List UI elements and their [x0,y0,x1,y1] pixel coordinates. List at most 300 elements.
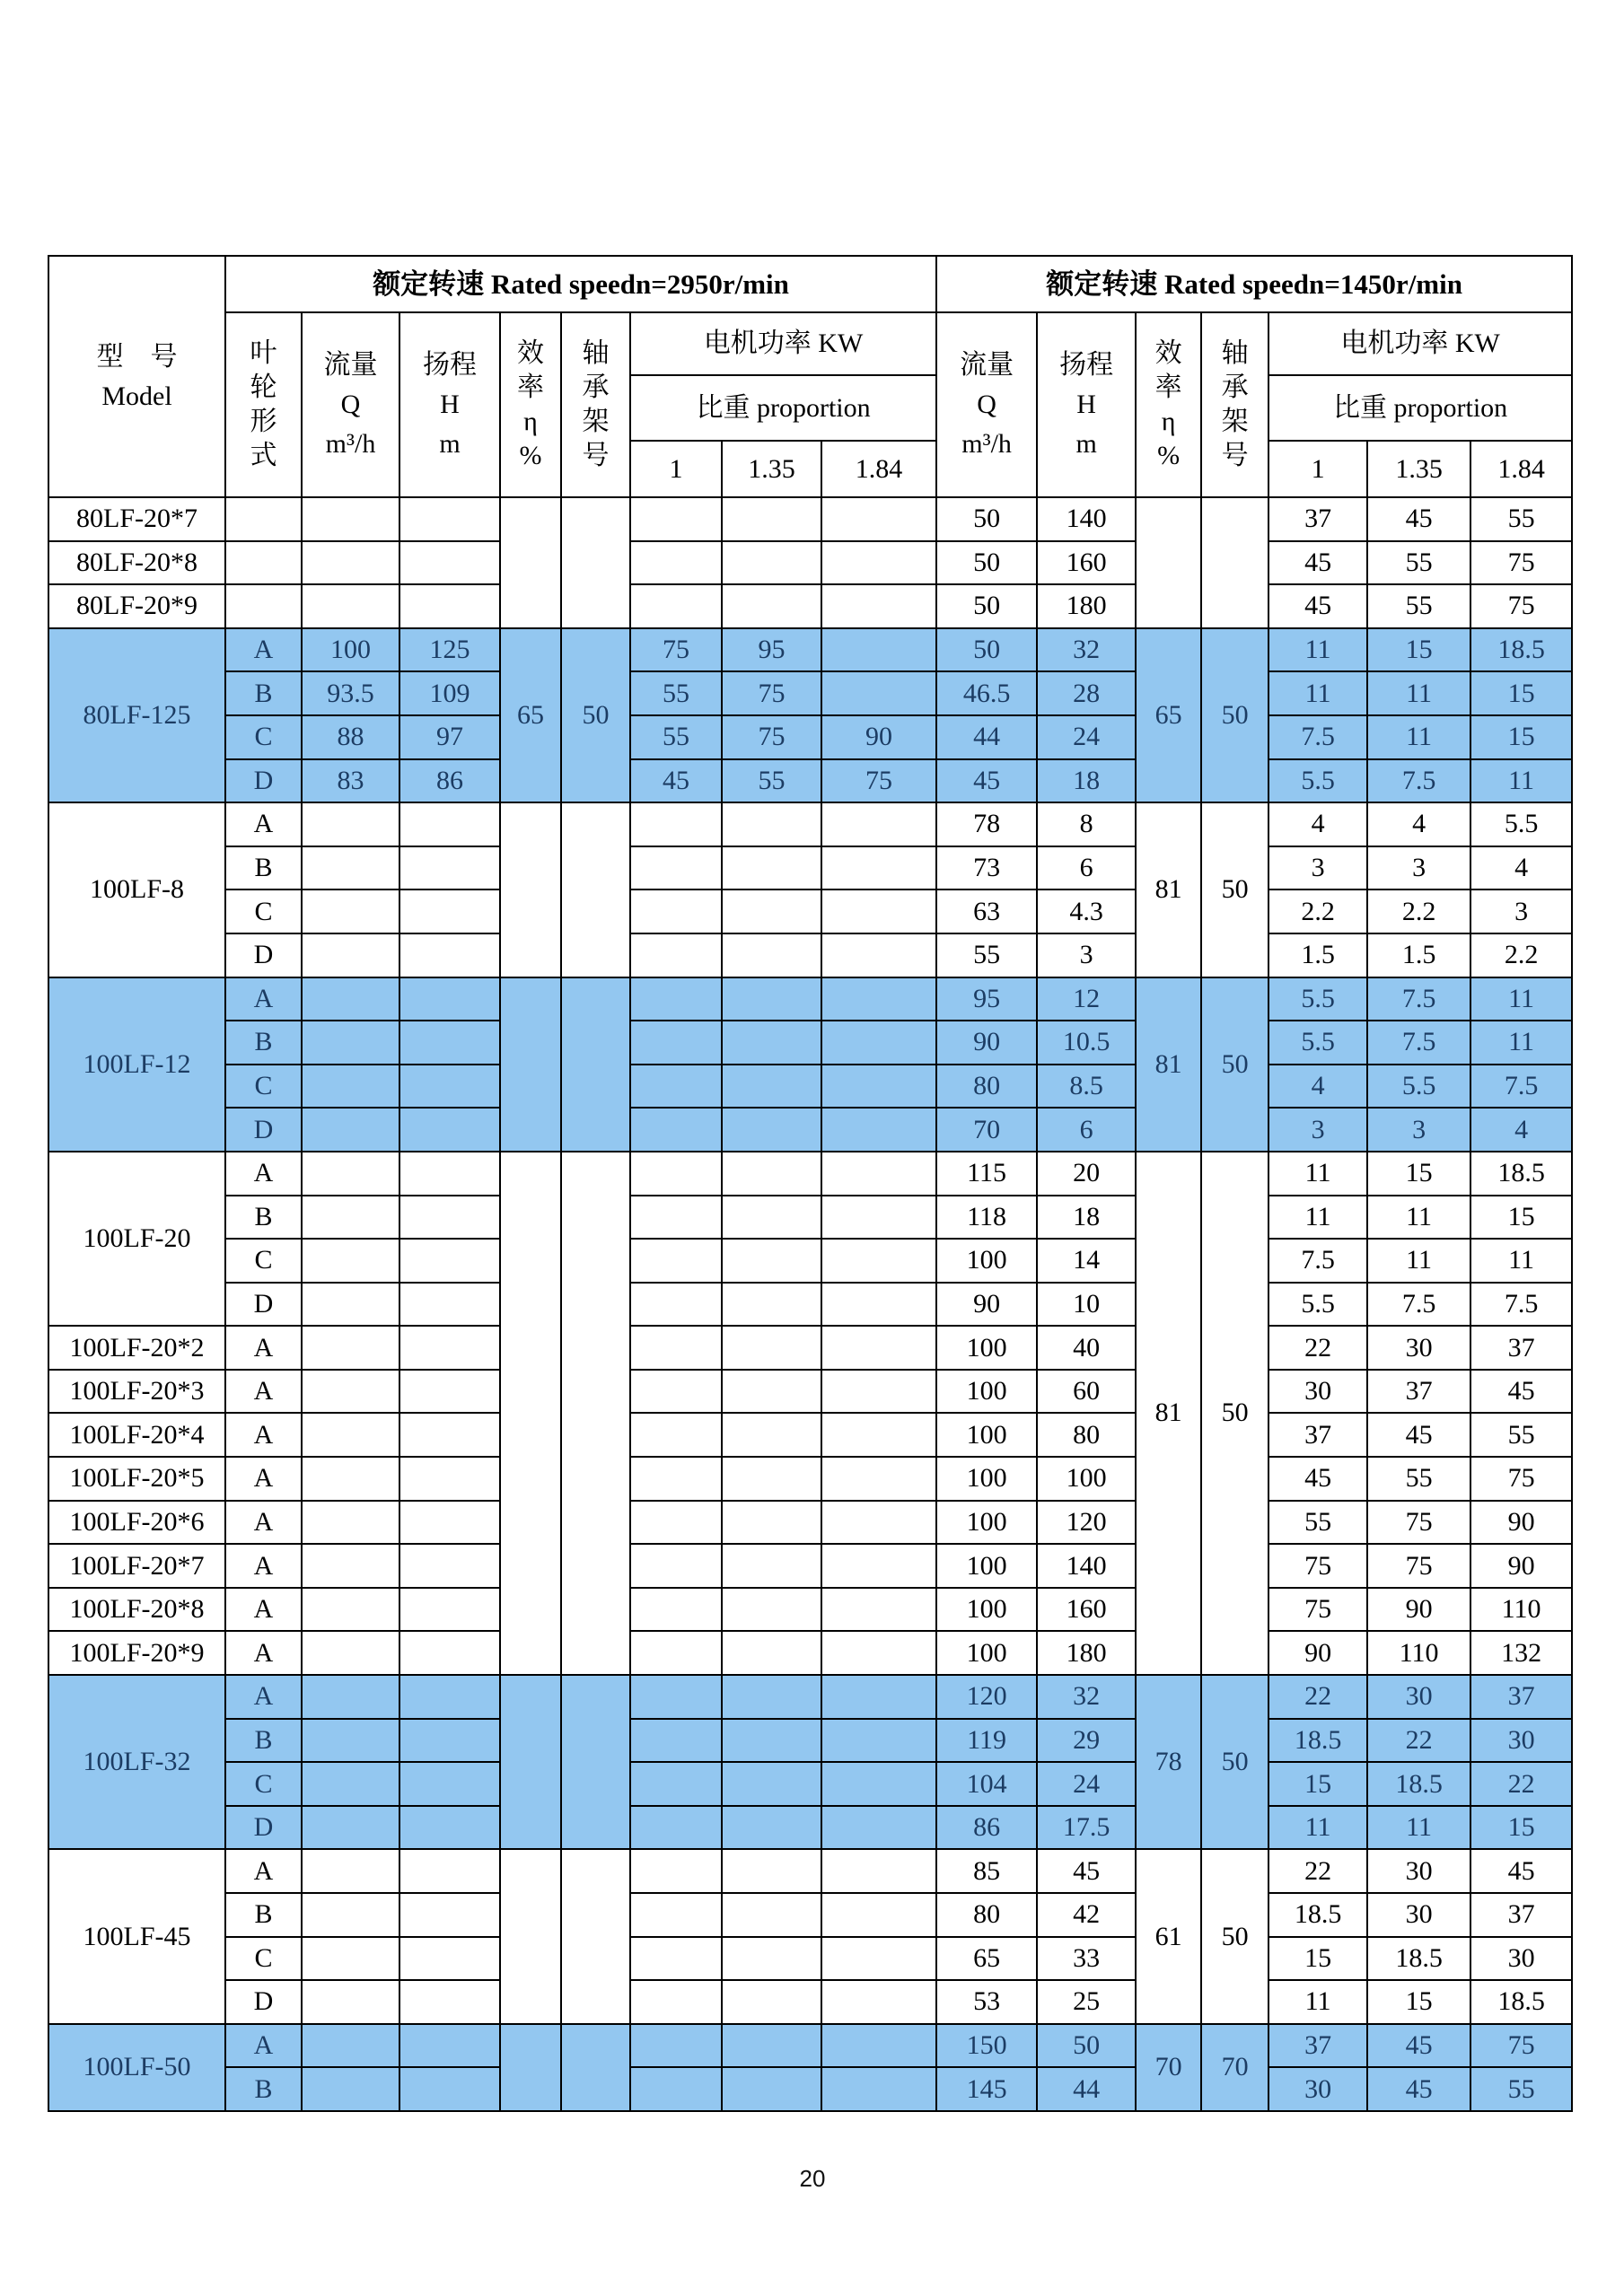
table-row [48,1544,1572,1588]
cell-power1-2950 [630,1108,722,1152]
cell-power184-2950 [821,889,936,933]
table-row [48,1239,1572,1283]
head-header-unit: m [439,429,461,459]
col-header-head-1450 [1037,312,1136,497]
cell-flow-1450: 100 [936,1370,1037,1414]
cell-flow-2950 [302,541,399,585]
cell-power135-1450: 1.5 [1367,933,1470,977]
cell-flow-1450: 53 [936,1980,1037,2024]
cell-power135-2950 [722,1370,821,1414]
cell-head-1450: 10 [1037,1283,1136,1327]
cell-power184-2950 [821,802,936,846]
cell-impeller: C [225,1239,302,1283]
cell-impeller: B [225,1196,302,1240]
cell-power1-1450: 37 [1268,2024,1367,2068]
cell-flow-2950: 83 [302,759,399,803]
cell-power184-2950 [821,1806,936,1850]
cell-power184-2950 [821,1544,936,1588]
cell-impeller: D [225,933,302,977]
cell-impeller: C [225,1065,302,1109]
cell-power184-1450: 18.5 [1470,1980,1572,2024]
cell-power135-1450: 11 [1367,1806,1470,1850]
cell-power135-1450: 2.2 [1367,889,1470,933]
cell-flow-2950 [302,1021,399,1065]
cell-power184-2950 [821,933,936,977]
cell-bearing-1450: 50 [1201,1152,1268,1675]
cell-power184-1450: 7.5 [1470,1283,1572,1327]
cell-flow-1450: 46.5 [936,671,1037,715]
cell-power135-1450: 11 [1367,1196,1470,1240]
table-row [48,1980,1572,2024]
cell-head-2950 [399,1457,500,1501]
cell-flow-1450: 115 [936,1152,1037,1196]
cell-head-2950 [399,1065,500,1109]
cell-head-2950 [399,1152,500,1196]
cell-flow-1450: 145 [936,2067,1037,2111]
cell-impeller: A [225,1588,302,1632]
cell-head-1450: 28 [1037,671,1136,715]
cell-bearing-2950 [561,1152,630,1675]
cell-impeller: C [225,1937,302,1981]
cell-power135-1450: 18.5 [1367,1937,1470,1981]
cell-power184-1450: 30 [1470,1719,1572,1763]
cell-power1-2950 [630,2024,722,2068]
cell-power135-1450: 3 [1367,1108,1470,1152]
cell-power1-2950 [630,1239,722,1283]
cell-bearing-1450: 50 [1201,1849,1268,2023]
cell-eff-1450: 65 [1136,628,1201,802]
cell-flow-2950 [302,977,399,1021]
cell-flow-1450: 86 [936,1806,1037,1850]
cell-power184-2950 [821,1893,936,1937]
cell-flow-2950 [302,497,399,541]
cell-power184-2950 [821,1762,936,1806]
model-header-cn: 型 号 [96,341,178,372]
cell-head-2950 [399,1326,500,1370]
cell-flow-1450: 45 [936,759,1037,803]
ratio-135-2950: 1.35 [722,441,821,497]
cell-head-2950: 125 [399,628,500,672]
cell-power1-2950: 75 [630,628,722,672]
cell-flow-1450: 90 [936,1021,1037,1065]
cell-head-1450: 6 [1037,846,1136,890]
table-row [48,1413,1572,1457]
cell-power135-1450: 90 [1367,1588,1470,1632]
cell-power184-1450: 45 [1470,1849,1572,1893]
cell-head-1450: 45 [1037,1849,1136,1893]
cell-head-2950 [399,802,500,846]
cell-head-2950 [399,1501,500,1545]
cell-impeller: A [225,1326,302,1370]
cell-head-2950 [399,977,500,1021]
cell-power135-2950 [722,1980,821,2024]
cell-bearing-2950 [561,2024,630,2111]
cell-flow-2950 [302,1544,399,1588]
cell-power1-1450: 3 [1268,846,1367,890]
cell-power1-2950: 55 [630,671,722,715]
cell-head-1450: 14 [1037,1239,1136,1283]
cell-eff-1450: 78 [1136,1675,1201,1849]
table-row [48,1370,1572,1414]
cell-power135-1450: 45 [1367,2067,1470,2111]
cell-power1-2950 [630,1152,722,1196]
cell-power1-2950 [630,1413,722,1457]
cell-flow-1450: 65 [936,1937,1037,1981]
cell-flow-2950 [302,1413,399,1457]
cell-head-2950 [399,584,500,628]
cell-power1-2950 [630,1762,722,1806]
cell-head-1450: 40 [1037,1326,1136,1370]
cell-power184-1450: 7.5 [1470,1065,1572,1109]
cell-bearing-2950: 50 [561,628,630,802]
cell-power1-1450: 75 [1268,1544,1367,1588]
cell-power1-2950 [630,1021,722,1065]
cell-power1-2950 [630,584,722,628]
cell-power184-1450: 11 [1470,1021,1572,1065]
cell-model: 100LF-20*9 [48,1631,225,1675]
cell-power184-1450: 15 [1470,715,1572,759]
table-row [48,1065,1572,1109]
cell-flow-1450: 44 [936,715,1037,759]
cell-flow-2950 [302,1675,399,1719]
cell-flow-2950 [302,1326,399,1370]
cell-power135-1450: 22 [1367,1719,1470,1763]
cell-impeller: D [225,759,302,803]
cell-flow-1450: 70 [936,1108,1037,1152]
cell-power135-2950 [722,1021,821,1065]
cell-power1-2950 [630,2067,722,2111]
cell-power1-1450: 4 [1268,802,1367,846]
cell-power1-1450: 11 [1268,1196,1367,1240]
cell-flow-2950 [302,1762,399,1806]
cell-head-2950 [399,1631,500,1675]
cell-power135-2950 [722,541,821,585]
cell-model: 80LF-125 [48,628,225,802]
cell-power184-2950 [821,1719,936,1763]
cell-power1-2950 [630,1806,722,1850]
cell-power135-2950 [722,889,821,933]
cell-head-1450: 180 [1037,1631,1136,1675]
cell-head-1450: 24 [1037,1762,1136,1806]
cell-head-1450: 17.5 [1037,1806,1136,1850]
bearing-header-char: 轴 [582,338,610,368]
cell-power135-1450: 11 [1367,1239,1470,1283]
cell-power184-1450: 5.5 [1470,802,1572,846]
cell-head-2950 [399,1762,500,1806]
cell-power135-1450: 110 [1367,1631,1470,1675]
cell-head-1450: 60 [1037,1370,1136,1414]
cell-model: 100LF-45 [48,1849,225,2023]
cell-power135-2950 [722,1806,821,1850]
cell-power1-2950 [630,1370,722,1414]
cell-power135-2950 [722,1326,821,1370]
table-row [48,497,1572,541]
cell-power1-2950 [630,1588,722,1632]
cell-head-2950 [399,1980,500,2024]
cell-power135-2950 [722,1196,821,1240]
cell-power135-2950 [722,802,821,846]
cell-model: 100LF-32 [48,1675,225,1849]
cell-power1-2950: 55 [630,715,722,759]
cell-head-2950 [399,1675,500,1719]
cell-power135-2950 [722,1631,821,1675]
cell-impeller: A [225,1675,302,1719]
cell-power184-1450: 75 [1470,2024,1572,2068]
cell-model: 80LF-20*9 [48,584,225,628]
cell-head-2950 [399,2024,500,2068]
cell-head-2950 [399,1239,500,1283]
cell-power135-2950 [722,1544,821,1588]
cell-power184-2950 [821,846,936,890]
cell-eff-1450 [1136,497,1201,628]
cell-flow-1450: 104 [936,1762,1037,1806]
cell-power1-1450: 30 [1268,2067,1367,2111]
cell-power184-2950 [821,1937,936,1981]
cell-head-2950: 86 [399,759,500,803]
table-row [48,2067,1572,2111]
cell-flow-2950 [302,1937,399,1981]
table-row [48,1196,1572,1240]
table-row [48,628,1572,672]
cell-power135-1450: 30 [1367,1849,1470,1893]
cell-head-2950 [399,933,500,977]
cell-power1-1450: 45 [1268,584,1367,628]
cell-power1-2950 [630,1544,722,1588]
cell-power1-1450: 30 [1268,1370,1367,1414]
cell-model: 80LF-20*8 [48,541,225,585]
cell-impeller: D [225,1108,302,1152]
cell-head-2950 [399,1937,500,1981]
cell-power184-2950 [821,1457,936,1501]
cell-power1-1450: 4 [1268,1065,1367,1109]
cell-power184-2950: 75 [821,759,936,803]
flow-header-unit: m³/h [325,429,376,459]
cell-power135-1450: 55 [1367,584,1470,628]
table-row [48,1849,1572,1893]
eff-header-pct: % [1157,441,1181,470]
cell-power184-1450: 90 [1470,1501,1572,1545]
cell-power135-2950 [722,1152,821,1196]
cell-power184-2950 [821,1326,936,1370]
cell-head-1450: 25 [1037,1980,1136,2024]
cell-bearing-1450 [1201,497,1268,628]
cell-power135-2950: 55 [722,759,821,803]
col-header-model [48,256,225,497]
cell-power135-1450: 75 [1367,1501,1470,1545]
cell-power184-1450: 15 [1470,1806,1572,1850]
bearing-header-char: 承 [582,372,610,402]
cell-power135-1450: 45 [1367,1413,1470,1457]
cell-flow-2950 [302,1152,399,1196]
rated-speed-2950-header: 额定转速 Rated speedn=2950r/min [225,256,936,312]
cell-power1-1450: 5.5 [1268,759,1367,803]
cell-flow-1450: 150 [936,2024,1037,2068]
proportion-header-2950: 比重 proportion [630,375,936,441]
cell-model: 100LF-12 [48,977,225,1152]
cell-power1-1450: 75 [1268,1588,1367,1632]
cell-power135-1450: 45 [1367,497,1470,541]
cell-flow-1450: 120 [936,1675,1037,1719]
cell-power135-1450: 15 [1367,1980,1470,2024]
head-header-unit: m [1075,429,1097,459]
cell-flow-1450: 80 [936,1893,1037,1937]
cell-power184-1450: 75 [1470,584,1572,628]
cell-power184-1450: 11 [1470,977,1572,1021]
cell-power184-1450: 90 [1470,1544,1572,1588]
cell-bearing-1450: 50 [1201,977,1268,1152]
cell-power184-1450: 37 [1470,1893,1572,1937]
cell-flow-2950 [302,1108,399,1152]
eff-header-eta: η [1161,407,1176,436]
cell-impeller: A [225,802,302,846]
table-row [48,1937,1572,1981]
cell-model: 100LF-20*5 [48,1457,225,1501]
cell-head-2950 [399,1370,500,1414]
cell-head-2950 [399,1893,500,1937]
cell-flow-1450: 95 [936,977,1037,1021]
cell-head-2950 [399,1806,500,1850]
cell-power1-2950 [630,1065,722,1109]
cell-power184-2950 [821,1370,936,1414]
cell-power184-1450: 110 [1470,1588,1572,1632]
cell-power135-2950 [722,1849,821,1893]
cell-head-2950 [399,1021,500,1065]
cell-power135-2950 [722,977,821,1021]
cell-power135-2950 [722,1239,821,1283]
cell-power1-1450: 11 [1268,1806,1367,1850]
cell-power1-2950 [630,1326,722,1370]
cell-flow-2950 [302,1196,399,1240]
cell-power184-2950 [821,1980,936,2024]
cell-power1-1450: 22 [1268,1675,1367,1719]
cell-flow-1450: 100 [936,1501,1037,1545]
cell-power184-1450: 15 [1470,671,1572,715]
cell-power135-1450: 55 [1367,1457,1470,1501]
table-row [48,889,1572,933]
cell-power135-2950 [722,497,821,541]
cell-power1-1450: 22 [1268,1326,1367,1370]
pump-spec-table [48,255,1573,2112]
cell-power135-2950 [722,1283,821,1327]
cell-flow-1450: 100 [936,1544,1037,1588]
cell-model: 100LF-20*3 [48,1370,225,1414]
col-header-bearing-1450 [1201,312,1268,497]
cell-flow-1450: 50 [936,541,1037,585]
cell-power184-2950: 90 [821,715,936,759]
table-row [48,715,1572,759]
table-row [48,541,1572,585]
cell-power1-1450: 7.5 [1268,1239,1367,1283]
cell-power1-1450: 15 [1268,1937,1367,1981]
cell-flow-1450: 100 [936,1239,1037,1283]
cell-power1-1450: 11 [1268,671,1367,715]
cell-model: 100LF-20*4 [48,1413,225,1457]
cell-model: 100LF-20 [48,1152,225,1326]
table-row [48,1588,1572,1632]
cell-power1-1450: 11 [1268,628,1367,672]
cell-flow-1450: 100 [936,1457,1037,1501]
cell-flow-1450: 50 [936,584,1037,628]
table-row [48,1457,1572,1501]
cell-bearing-1450: 50 [1201,628,1268,802]
head-header-h: H [440,390,460,419]
cell-flow-2950: 88 [302,715,399,759]
bearing-header-char: 架 [582,407,610,436]
cell-power135-2950 [722,2067,821,2111]
cell-power135-1450: 30 [1367,1326,1470,1370]
cell-flow-1450: 85 [936,1849,1037,1893]
cell-impeller: C [225,1762,302,1806]
cell-impeller: C [225,715,302,759]
table-row [48,933,1572,977]
cell-power184-1450: 37 [1470,1675,1572,1719]
cell-flow-1450: 78 [936,802,1037,846]
cell-head-2950 [399,1413,500,1457]
cell-power135-1450: 30 [1367,1893,1470,1937]
cell-head-1450: 44 [1037,2067,1136,2111]
cell-power184-2950 [821,1021,936,1065]
cell-power184-2950 [821,1283,936,1327]
cell-power135-2950 [722,1457,821,1501]
cell-head-1450: 4.3 [1037,889,1136,933]
table-row [48,759,1572,803]
cell-power184-2950 [821,584,936,628]
cell-flow-1450: 100 [936,1413,1037,1457]
cell-power135-1450: 55 [1367,541,1470,585]
cell-flow-2950 [302,1283,399,1327]
cell-power1-2950 [630,1980,722,2024]
eff-header-char: 率 [517,372,544,402]
cell-power1-1450: 22 [1268,1849,1367,1893]
cell-flow-2950 [302,1849,399,1893]
cell-bearing-2950 [561,802,630,977]
cell-head-1450: 6 [1037,1108,1136,1152]
cell-power1-1450: 18.5 [1268,1719,1367,1763]
cell-head-1450: 140 [1037,497,1136,541]
ratio-1-1450: 1 [1268,441,1367,497]
cell-power184-2950 [821,1239,936,1283]
cell-power135-2950 [722,1675,821,1719]
cell-power1-1450: 1.5 [1268,933,1367,977]
cell-power135-2950 [722,1762,821,1806]
col-header-flow-2950 [302,312,399,497]
cell-power135-1450: 7.5 [1367,1283,1470,1327]
proportion-header-1450: 比重 proportion [1268,375,1572,441]
cell-head-1450: 24 [1037,715,1136,759]
cell-power184-2950 [821,2024,936,2068]
cell-power184-1450: 11 [1470,759,1572,803]
ratio-184-1450: 1.84 [1470,441,1572,497]
table-row [48,802,1572,846]
cell-power135-2950 [722,584,821,628]
cell-flow-2950 [302,1370,399,1414]
cell-power1-1450: 55 [1268,1501,1367,1545]
cell-head-2950 [399,497,500,541]
cell-impeller: A [225,2024,302,2068]
cell-flow-2950 [302,1806,399,1850]
cell-flow-1450: 55 [936,933,1037,977]
cell-head-1450: 140 [1037,1544,1136,1588]
cell-impeller: D [225,1980,302,2024]
cell-flow-2950 [302,2024,399,2068]
cell-impeller: A [225,1152,302,1196]
cell-power135-2950 [722,2024,821,2068]
cell-head-2950 [399,889,500,933]
cell-head-2950 [399,1108,500,1152]
cell-impeller [225,541,302,585]
cell-power184-1450: 18.5 [1470,1152,1572,1196]
cell-power135-1450: 11 [1367,715,1470,759]
